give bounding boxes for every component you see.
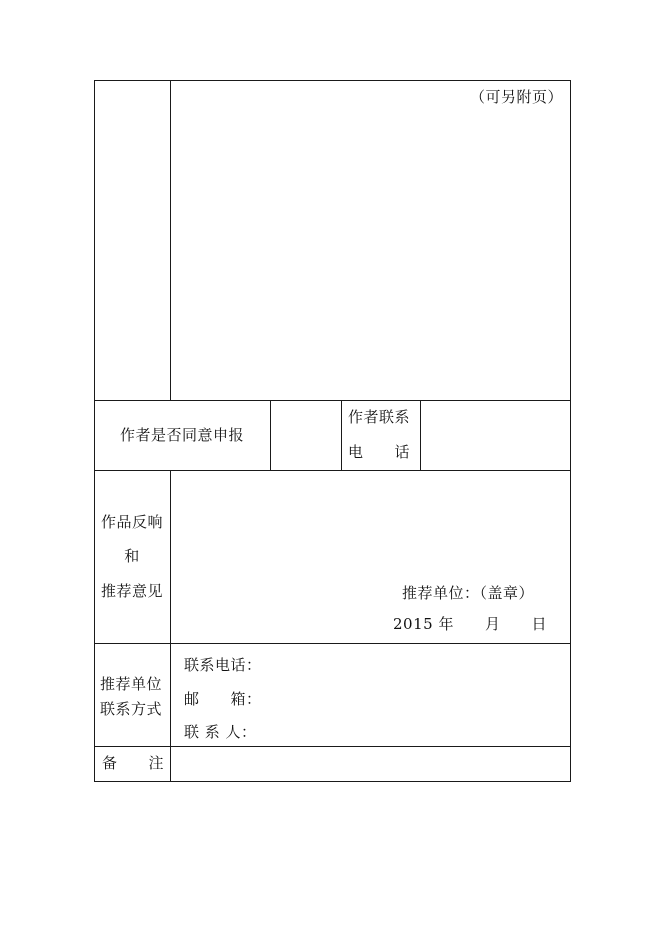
border-right [570, 80, 571, 782]
divider-description-bottom [94, 400, 571, 401]
contact-phone-field: 联系电话： [184, 656, 262, 674]
contact-email-field: 邮 箱： [184, 690, 262, 708]
divider-contact-bottom [94, 746, 571, 747]
phone-label-divider [420, 400, 421, 470]
border-bottom [94, 781, 571, 782]
divider-consent-bottom [94, 470, 571, 471]
feedback-label-line2: 和 [124, 547, 140, 565]
divider-feedback-bottom [94, 643, 571, 644]
feedback-label-line3: 推荐意见 [100, 582, 163, 600]
attach-note: （可另附页） [470, 88, 564, 106]
label-column-divider-upper [170, 80, 171, 400]
recommending-unit-stamp: 推荐单位：（盖章） [402, 584, 535, 602]
feedback-label-line1: 作品反响 [100, 513, 163, 531]
contact-label-line2: 联系方式 [100, 700, 163, 718]
border-top [94, 80, 571, 81]
consent-label-divider [270, 400, 271, 470]
recommendation-date: 2015 年 月 日 [393, 615, 547, 633]
contact-person-field: 联 系 人： [184, 723, 257, 741]
remarks-label: 备 注 [102, 754, 165, 772]
consent-label: 作者是否同意申报 [120, 426, 245, 444]
contact-label-line1: 推荐单位 [100, 675, 163, 693]
border-left [94, 80, 95, 782]
author-phone-label-line2: 电 话 [348, 443, 411, 461]
label-column-divider-lower [170, 470, 171, 782]
author-phone-label-line1: 作者联系 [348, 408, 411, 426]
consent-value-divider [341, 400, 342, 470]
